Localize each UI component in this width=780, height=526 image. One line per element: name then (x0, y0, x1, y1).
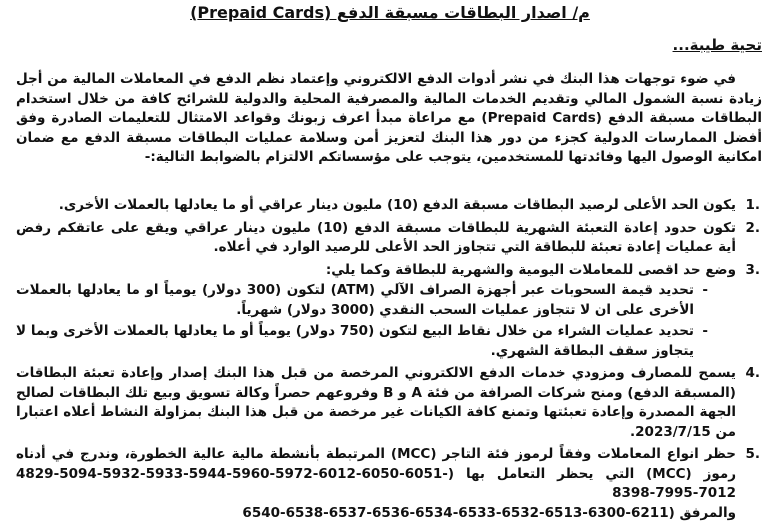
sub-rule-item (16, 281, 736, 320)
rule-number: 4. (745, 365, 760, 381)
rule-number: 3. (745, 261, 760, 278)
sub-rules-list (16, 281, 736, 361)
rule-item (16, 364, 762, 442)
rule-item (16, 445, 762, 523)
bullet-dash: - (702, 323, 708, 339)
mcc-codes-text: 6540-6538-6537-6536-6534-6533-6532-6513-6300-6211) والمرفق (242, 504, 736, 521)
rule-text: تكون حدود إعادة التعبئة الشهرية للبطاقات مسبقة الدفع (10) مليون دينار عراقي ويقع على عاتقكم رفض أية عمليات إعادة تعبئة للبطاقة التي تتجاوز الحد الأعلى للرصيد الوارد في أعلاه. (16, 219, 736, 255)
sub-rule-text: تحديد قيمة السحوبات عبر أجهزة الصراف الآلي (ATM) لتكون (300 دولار) يومياً او ما يعادلها بالعملات الأخرى على ان لا تتجاوز عمليات السحب النقدي (3000 دولار) شهرياً. (16, 282, 694, 318)
rule-number: 2. (745, 219, 760, 236)
document-subject: م/ اصدار البطاقات مسبقة الدفع (Prepaid Cards) (190, 3, 590, 22)
greeting: تحية طيبة... (672, 36, 762, 54)
intro-paragraph: في ضوء توجهات هذا البنك في نشر أدوات الدفع الالكتروني وإعتماد نظم الدفع في المعاملات المالية من أجل زيادة نسبة الشمول المالي وتقديم الخدمات المالية والمصرفية المحلية والدولية للشرائح كافة من خلال استخدام البطاقات مسبقة الدفع (Prepaid Cards) مع مراعاة مبدأ اعرف زبونك وقواعد الامتثال للتعليمات الصادرة وفق أفضل الممارسات الدولية كجزء من دور هذا البنك لتعزيز أمن وسلامة عمليات البطاقات مسبقة الدفع مع ضمان امكانية الوصول اليها وفائدتها للمستخدمين، يتوجب على مؤسساتكم الالتزام بالضوابط التالية:- (16, 71, 762, 165)
bullet-dash: - (702, 282, 708, 298)
mcc-codes-line (16, 504, 736, 524)
rule-item (16, 261, 762, 362)
rule-text: يكون الحد الأعلى لرصيد البطاقات مسبقة الدفع (10) مليون دينار عراقي أو ما يعادلها بالعملات الأخرى. (58, 197, 736, 213)
rule-item (16, 196, 762, 216)
rules-list (16, 196, 762, 526)
rule-item (16, 219, 762, 258)
rule-text: وضع حد اقصى للمعاملات اليومية والشهرية للبطاقة وكما يلي: (325, 261, 736, 278)
mcc-codes-continued: 8398-7995-7012 (612, 485, 736, 501)
rule-number: 5. (745, 446, 760, 462)
rule-text: يسمح للمصارف ومزودي خدمات الدفع الالكتروني المرخصة من قبل هذا البنك إصدار وإعادة تعبئة البطاقات (المسبقة الدفع) ومنح شركات الصرافة من فئة A و B وفروعهم حصراً وكالة تسويق وبيع تلك البطاقات لصالح الجهة المصدرة وإعادة تعبئتها وتمنع كافة الكيانات غير مرخصة من قبل هذا البنك بمزاولة النشاط أعلاه اعتبارا من 2023/7/15. (16, 365, 736, 440)
rule-number: 1. (745, 197, 760, 213)
sub-rule-item (16, 322, 736, 361)
rule-text: حظر انواع المعاملات وفقاً لرموز فئة التاجر (MCC) المرتبطة بأنشطة مالية عالية الخطورة، وندرج في أدناه رموز (MCC) التي يحظر التعامل بها (-6051-6050-6012-5972-5960-5944-5933-5932-5094-4829 (16, 446, 736, 482)
sub-rule-text: تحديد عمليات الشراء من خلال نقاط البيع لتكون (750 دولار) يومياً أو ما يعادلها بالعملات الأخرى وبما لا يتجاوز سقف البطاقة الشهري. (16, 323, 694, 359)
